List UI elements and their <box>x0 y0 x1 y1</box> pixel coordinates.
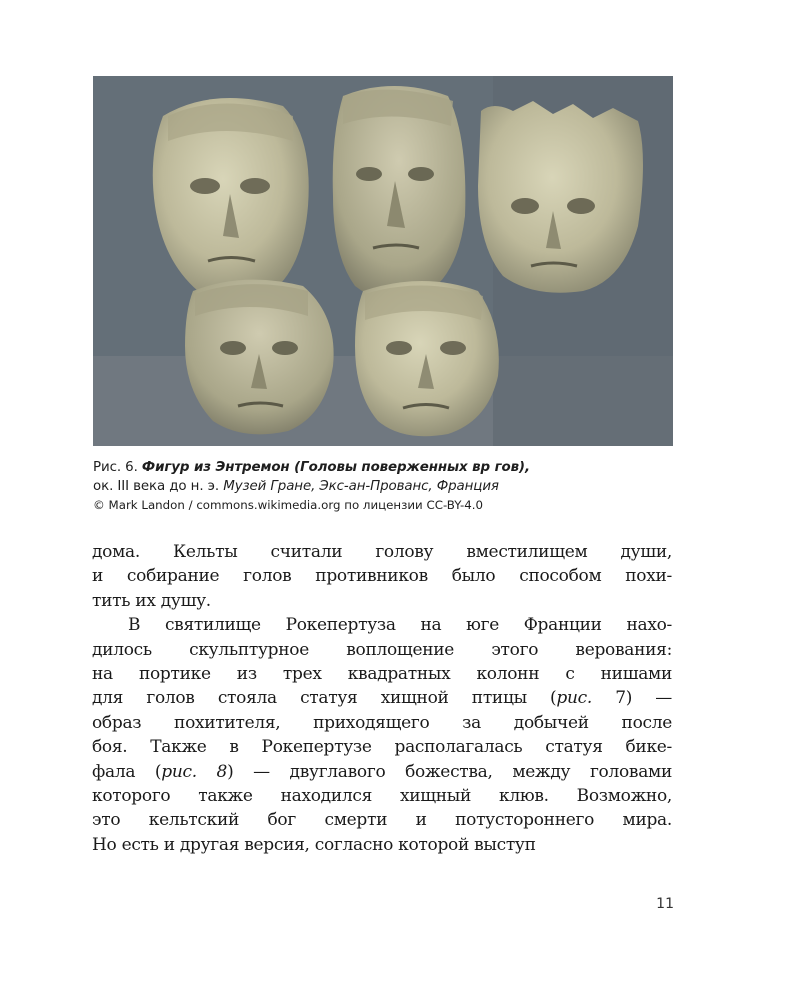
body-line <box>92 613 672 637</box>
body-line <box>92 638 672 662</box>
body-line-part: Но есть и другая версия, согласно которой выступ <box>92 834 536 855</box>
body-line-part: дома. Кельты считали голову вместилищем души, <box>92 542 672 562</box>
caption-credit: © Mark Landon / commons.wikimedia.org по лицензии CC-BY-4.0 <box>93 498 484 512</box>
body-line-part: на портике из трех квадратных колонн с нишами <box>92 664 672 685</box>
body-line-part: которого также находился хищный клюв. Возможно, <box>92 786 672 807</box>
body-line-part: и собирание голов противников было способом похи- <box>92 566 672 587</box>
body-line-part: боя. Также в Рокепертузе располагалась статуя бике- <box>92 737 672 758</box>
body-line-part: рис. <box>556 688 592 709</box>
figure-photo <box>93 76 673 446</box>
body-line <box>92 662 672 686</box>
body-line <box>92 808 672 832</box>
body-line <box>92 686 672 710</box>
body-line-part: это кельтский бог смерти и потустороннего мира. <box>92 810 672 831</box>
body-line-part: фала ( <box>92 761 162 782</box>
body-line <box>92 760 672 784</box>
caption-date: ок. III века до н. э. <box>93 479 220 494</box>
body-line <box>92 540 672 564</box>
body-line-part: В святилище Рокепертуза на юге Франции нахо- <box>128 615 672 636</box>
caption-line-2 <box>93 477 693 496</box>
body-line-part: дилось скульптурное воплощение этого верования: <box>92 639 672 660</box>
body-line-part: образ похитителя, приходящего за добычей после <box>92 712 672 733</box>
body-line-part: рис. 8 <box>161 761 228 782</box>
body-line-part: ) — двуглавого божества, между головами <box>227 761 672 782</box>
caption-line-1 <box>93 458 693 477</box>
head-top-right <box>478 101 643 293</box>
body-line <box>92 589 672 613</box>
caption-museum: Музей Гране, Экс-ан-Прованс, Франция <box>223 479 499 494</box>
body-line <box>92 784 672 808</box>
stone-heads-image <box>93 76 673 446</box>
body-text <box>92 540 672 857</box>
head-bottom-left <box>185 280 334 435</box>
head-top-middle <box>333 86 466 300</box>
caption-prefix: Рис. 6. <box>93 460 138 475</box>
body-line <box>92 564 672 588</box>
body-line <box>92 833 672 857</box>
body-line-part: для голов стояла статуя хищной птицы ( <box>92 688 557 709</box>
body-line <box>92 711 672 735</box>
page-number: 11 <box>656 896 674 912</box>
body-line-part: 7) — <box>591 688 672 709</box>
caption-title: Фигур из Энтремон (Головы поверженных вр гов), <box>141 460 530 475</box>
body-line-part: тить их душу. <box>92 590 211 611</box>
figure-caption <box>93 458 693 515</box>
body-line <box>92 735 672 759</box>
head-bottom-middle <box>355 281 499 436</box>
